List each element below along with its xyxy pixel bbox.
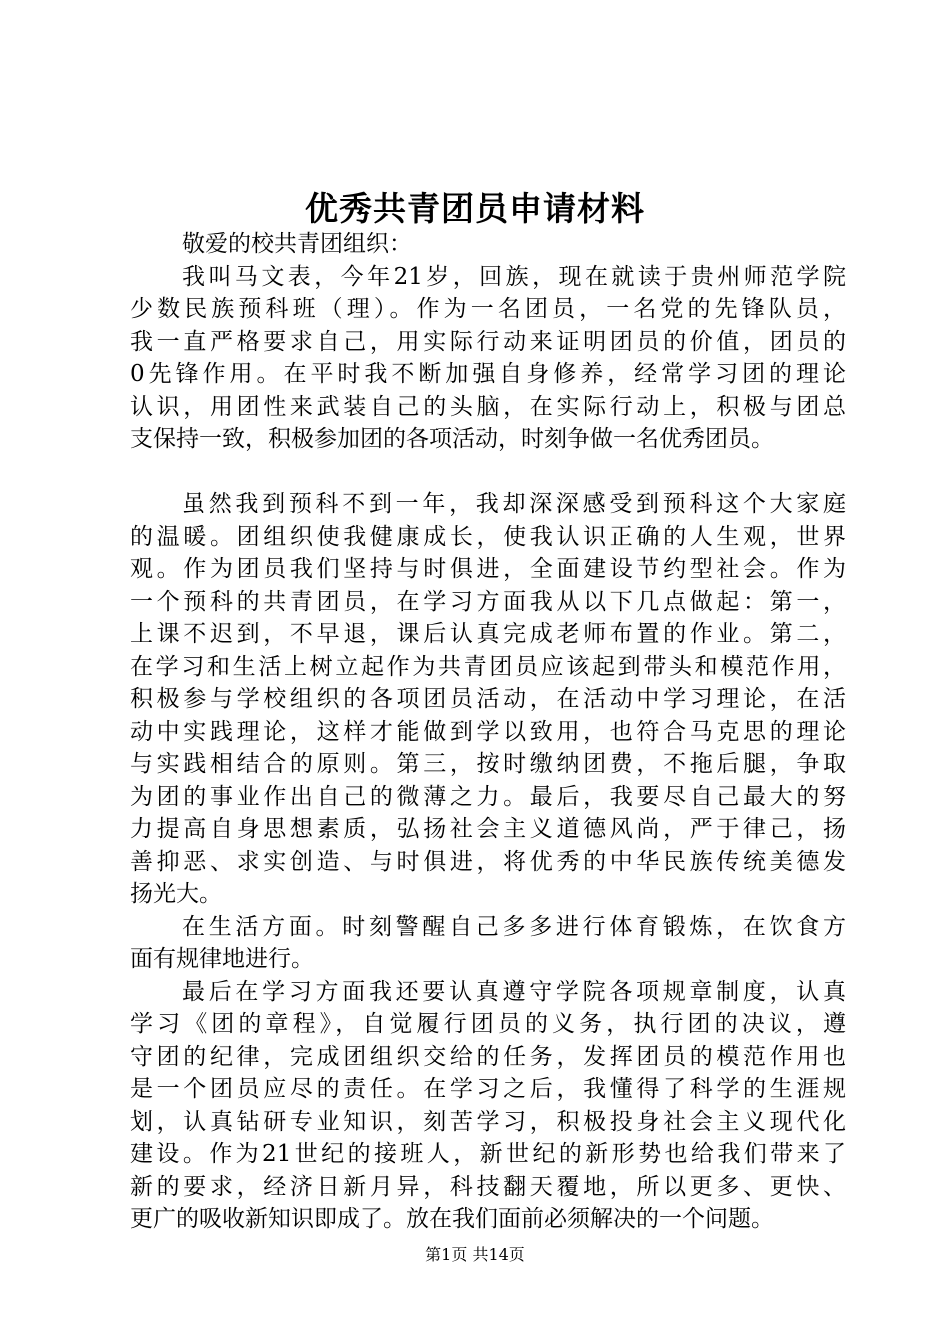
- text-line: 在学习和生活上树立起作为共青团员应该起到带头和模范作用，: [130, 653, 846, 680]
- text-line: 建设。作为21世纪的接班人，新世纪的新形势也给我们带来了: [130, 1141, 846, 1167]
- document-title: 优秀共青团员申请材料: [305, 189, 645, 228]
- text-line: 力提高自身思想素质，弘扬社会主义道德风尚，严于律己，扬: [130, 816, 846, 842]
- text-line: 支保持一致，积极参加团的各项活动，时刻争做一名优秀团员。: [130, 426, 774, 452]
- text-line: 上课不迟到，不早退，课后认真完成老师布置的作业。第二，: [130, 621, 846, 647]
- text-line: 积极参与学校组织的各项团员活动，在活动中学习理论，在活: [130, 686, 846, 712]
- text-line: 是一个团员应尽的责任。在学习之后，我懂得了科学的生涯规: [130, 1076, 846, 1102]
- page-footer: 第1页 共14页: [425, 1245, 525, 1264]
- text-line: 最后在学习方面我还要认真遵守学院各项规章制度，认真: [182, 978, 846, 1005]
- text-line: 动中实践理论，这样才能做到学以致用，也符合马克思的理论: [130, 718, 846, 745]
- blank-line: [130, 456, 846, 489]
- text-line: 虽然我到预科不到一年，我却深深感受到预科这个大家庭: [182, 491, 846, 517]
- text-line: 敬爱的校共青团组织：: [182, 231, 412, 257]
- text-line: 新的要求，经济日新月异，科技翻天覆地，所以更多、更快、: [130, 1173, 846, 1200]
- text-line: 与实践相结合的原则。第三，按时缴纳团费，不拖后腿，争取: [130, 751, 846, 777]
- text-line: 观。作为团员我们坚持与时俱进，全面建设节约型社会。作为: [130, 556, 846, 582]
- text-line: 为团的事业作出自己的微薄之力。最后，我要尽自己最大的努: [130, 783, 846, 810]
- text-line: 0先锋作用。在平时我不断加强自身修养，经常学习团的理论: [130, 361, 846, 387]
- text-line: 我一直严格要求自己，用实际行动来证明团员的价值，团员的: [130, 328, 846, 355]
- text-line: 善抑恶、求实创造、与时俱进，将优秀的中华民族传统美德发: [130, 848, 846, 875]
- text-line: 认识，用团性来武装自己的头脑，在实际行动上，积极与团总: [130, 393, 846, 420]
- text-line: 在生活方面。时刻警醒自己多多进行体育锻炼，在饮食方: [182, 913, 846, 940]
- text-line: 的温暖。团组织使我健康成长，使我认识正确的人生观，世界: [130, 523, 846, 550]
- text-line: 少数民族预科班（理）。作为一名团员，一名党的先锋队员，: [130, 296, 846, 322]
- text-line: 一个预科的共青团员，在学习方面我从以下几点做起：第一，: [130, 588, 846, 615]
- text-line: 面有规律地进行。: [130, 946, 314, 972]
- text-line: 学习《团的章程》，自觉履行团员的义务，执行团的决议，遵: [130, 1011, 846, 1037]
- text-line: 守团的纪律，完成团组织交给的任务，发挥团员的模范作用也: [130, 1043, 846, 1070]
- document-body: [130, 228, 846, 1236]
- text-line: 扬光大。: [130, 881, 222, 907]
- text-line: 我叫马文表，今年21岁，回族，现在就读于贵州师范学院: [182, 263, 846, 290]
- text-line: 划，认真钻研专业知识，刻苦学习，积极投身社会主义现代化: [130, 1108, 846, 1135]
- text-line: 更广的吸收新知识即成了。放在我们面前必须解决的一个问题。: [130, 1206, 774, 1232]
